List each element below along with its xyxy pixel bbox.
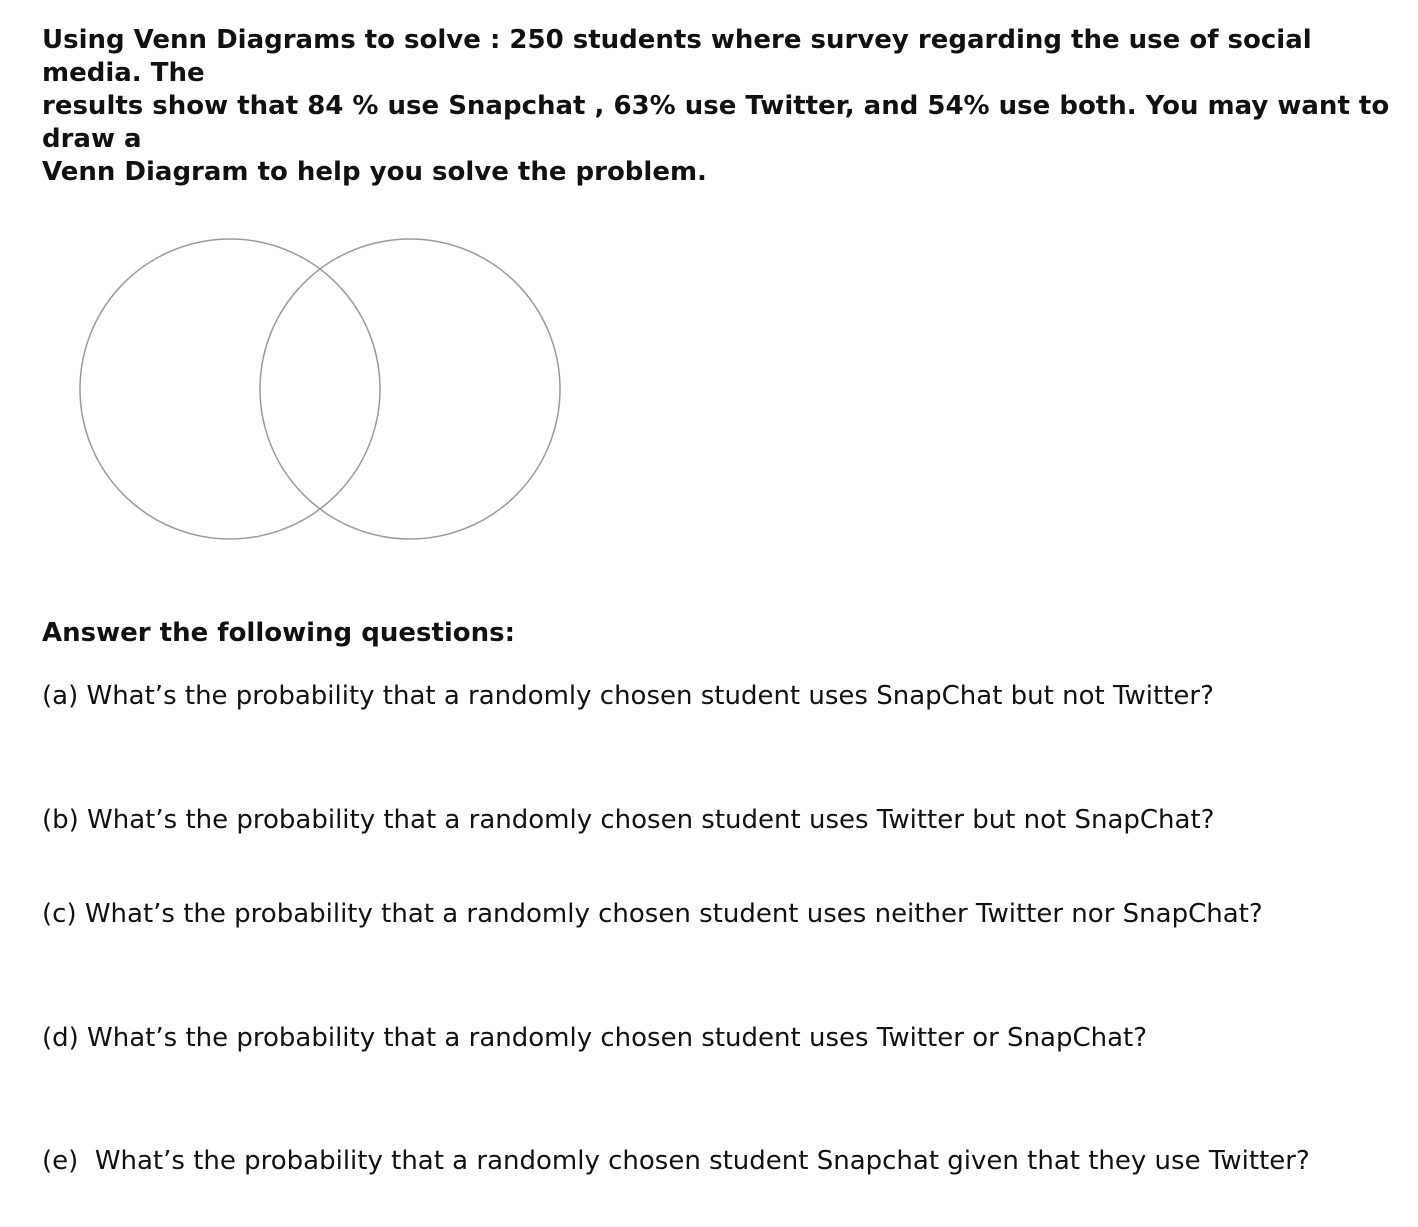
question-b: (b) What’s the probability that a randomly chosen student uses Twitter but not SnapChat? bbox=[42, 805, 1215, 835]
questions-heading: Answer the following questions: bbox=[42, 618, 516, 648]
question-c: (c) What’s the probability that a randomly chosen student uses neither Twitter nor SnapChat? bbox=[42, 899, 1263, 929]
venn-circle-left bbox=[80, 239, 380, 539]
question-e: (e) What’s the probability that a randomly chosen student Snapchat given that they use Twitter? bbox=[42, 1146, 1310, 1176]
question-d: (d) What’s the probability that a randomly chosen student uses Twitter or SnapChat? bbox=[42, 1023, 1148, 1053]
problem-statement: Using Venn Diagrams to solve : 250 students where survey regarding the use of social media. The results show that 84 % use Snapchat , 63% use Twitter, and 54% use both. You may want to draw a Venn Diagram to help you solve the problem. bbox=[42, 25, 1390, 187]
venn-circle-right bbox=[260, 239, 560, 539]
question-a: (a) What’s the probability that a randomly chosen student uses SnapChat but not Twitter? bbox=[42, 681, 1214, 711]
venn-diagram bbox=[70, 230, 570, 550]
